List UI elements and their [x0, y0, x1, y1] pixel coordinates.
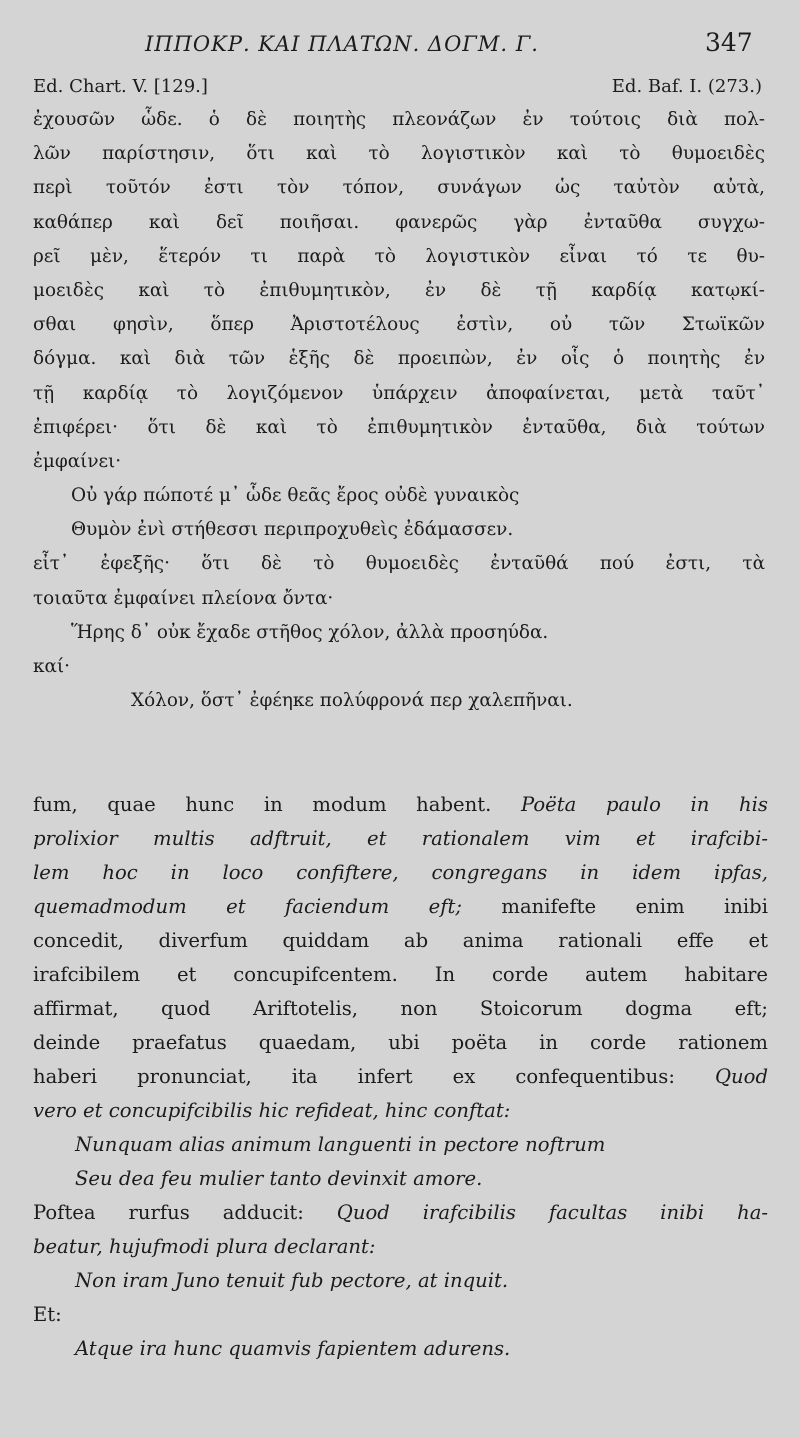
- greek-line: λῶν παρίστησιν, ὅτι καὶ τὸ λογιστικὸν καὶ τὸ θυμοειδὲς: [33, 143, 765, 165]
- latin-verse-line: Atque ira hunc quamvis fapientem adurens.: [75, 1337, 511, 1360]
- latin-line: concedit, diverfum quiddam ab anima rationali effe et: [33, 929, 768, 952]
- edition-reference-chartier: Ed. Chart. V. [129.]: [33, 76, 208, 97]
- latin-line: [33, 788, 768, 822]
- latin-italic-text: Quod: [714, 1065, 768, 1088]
- latin-roman-text: haberi pronunciat, ita infert ex confequentibus:: [33, 1065, 715, 1088]
- greek-line: τοιαῦτα ἐμφαίνει πλείονα ὄντα·: [33, 587, 334, 609]
- greek-line: μοειδὲς καὶ τὸ ἐπιθυμητικὸν, ἐν δὲ τῇ καρδίᾳ κατῳκί-: [33, 279, 765, 301]
- latin-verse-line: Nunquam alias animum languenti in pectore noftrum: [75, 1133, 606, 1156]
- greek-line: ρεῖ μὲν, ἕτερόν τι παρὰ τὸ λογιστικὸν εἶναι τό τε θυ-: [33, 245, 765, 267]
- latin-line: irafcibilem et concupifcentem. In corde autem habitare: [33, 963, 768, 986]
- running-title: ΙΠΠΟΚΡ. ΚΑΙ ΠΛΑΤΩΝ. ΔΟΓΜ. Γ.: [145, 32, 539, 56]
- greek-verse-line: Χόλον, ὅστ᾽ ἐφέηκε πολύφρονά περ χαλεπῆναι.: [131, 690, 573, 712]
- greek-line: ἐπιφέρει· ὅτι δὲ καὶ τὸ ἐπιθυμητικὸν ἐνταῦθα, διὰ τούτων: [33, 416, 765, 438]
- latin-line: affirmat, quod Ariftotelis, non Stoicorum dogma eft;: [33, 997, 768, 1020]
- greek-line: σθαι φησὶν, ὅπερ Ἀριστοτέλους ἐστὶν, οὐ τῶν Στωϊκῶν: [33, 314, 765, 336]
- greek-text-block: [33, 103, 765, 718]
- latin-line: [33, 1196, 768, 1230]
- latin-line: vero et concupifcibilis hic refideat, hinc conftat:: [33, 1099, 511, 1122]
- greek-line: καθάπερ καὶ δεῖ ποιῆσαι. φανερῶς γὰρ ἐνταῦθα συγχω-: [33, 211, 765, 233]
- greek-line: τῇ καρδίᾳ τὸ λογιζόμενον ὑπάρχειν ἀποφαίνεται, μετὰ ταῦτ᾽: [33, 382, 765, 404]
- page-number: 347: [705, 28, 753, 57]
- latin-line: deinde praefatus quaedam, ubi poëta in corde rationem: [33, 1031, 768, 1054]
- latin-line: Et:: [33, 1303, 62, 1326]
- greek-verse-line: Οὐ γάρ πώποτέ μ᾽ ὧδε θεᾶς ἔρος οὐδὲ γυναικὸς: [71, 485, 520, 507]
- greek-line: καί·: [33, 656, 70, 677]
- latin-text-block: [33, 788, 768, 1366]
- latin-line: beatur, hujufmodi plura declarant:: [33, 1235, 376, 1258]
- latin-line: prolixior multis adftruit, et rationalem vim et irafcibi-: [33, 827, 768, 850]
- latin-roman-text: fum, quae hunc in modum habent.: [33, 793, 521, 816]
- latin-roman-text: Poftea rurfus adducit:: [33, 1201, 337, 1224]
- greek-line: ἐμφαίνει·: [33, 450, 122, 472]
- latin-italic-text: Poëta paulo in his: [520, 793, 768, 816]
- greek-line: ἐχουσῶν ὧδε. ὁ δὲ ποιητὴς πλεονάζων ἐν τούτοις διὰ πολ-: [33, 109, 765, 130]
- latin-line: lem hoc in loco confiftere, congregans in idem ipfas,: [33, 861, 768, 884]
- edition-reference-basel: Ed. Baf. I. (273.): [611, 76, 762, 97]
- latin-italic-text: Quod irafcibilis facultas inibi ha-: [336, 1201, 768, 1224]
- greek-line: εἶτ᾽ ἐφεξῆς· ὅτι δὲ τὸ θυμοειδὲς ἐνταῦθά πού ἐστι, τὰ: [33, 553, 765, 575]
- latin-roman-text: manifefte enim inibi: [461, 895, 768, 918]
- greek-verse-line: Ἥρης δ᾽ οὐκ ἔχαδε στῆθος χόλον, ἀλλὰ προσηύδα.: [71, 621, 549, 643]
- latin-verse-line: Non iram Juno tenuit fub pectore, at inquit.: [75, 1269, 509, 1292]
- latin-italic-text: quemadmodum et faciendum eft;: [33, 895, 462, 918]
- page-header: [0, 28, 800, 68]
- greek-line: δόγμα. καὶ διὰ τῶν ἑξῆς δὲ προειπὼν, ἐν οἷς ὁ ποιητὴς ἐν: [33, 348, 765, 370]
- latin-line: [33, 1060, 768, 1094]
- latin-line: [33, 890, 768, 924]
- latin-verse-line: Seu dea feu mulier tanto devinxit amore.: [75, 1167, 483, 1190]
- greek-verse-line: Θυμὸν ἐνὶ στήθεσσι περιπροχυθεὶς ἐδάμασσεν.: [71, 519, 514, 541]
- greek-line: περὶ τοῦτόν ἐστι τὸν τόπον, συνάγων ὡς ταὐτὸν αὐτὰ,: [33, 177, 765, 199]
